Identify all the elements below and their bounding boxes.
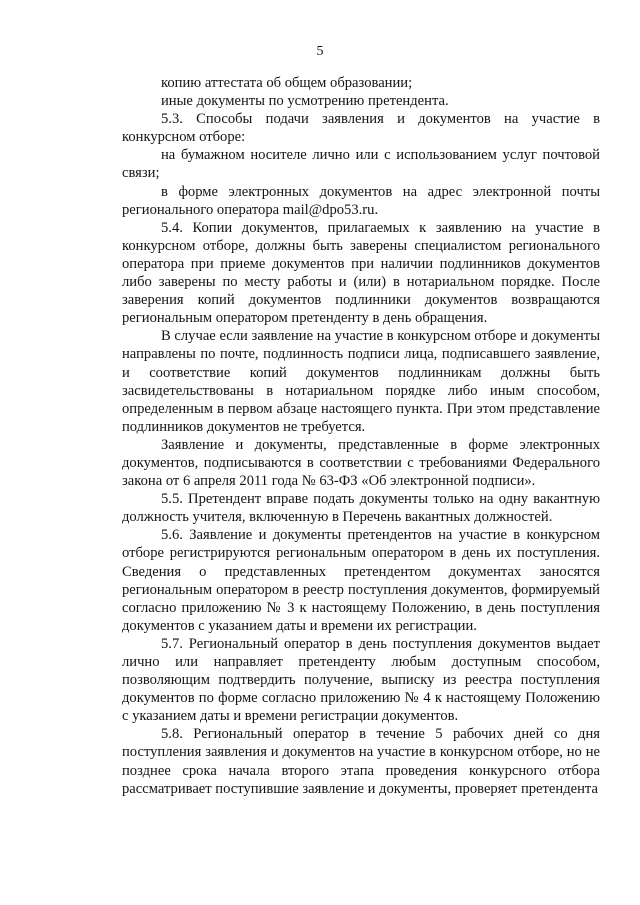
paragraph-5-4: 5.4. Копии документов, прилагаемых к заявлению на участие в конкурсном отборе, должны быть заверены специалистом регионального оператора при приеме документов при наличии подлинников документов либо заверены по месту работы и (или) в нотариальном порядке. После заверения копий документов подлинники документов возвращаются региональным оператором претенденту в день обращения. (122, 219, 600, 327)
paragraph-paper-submission: на бумажном носителе лично или с использованием услуг почтовой связи; (122, 147, 600, 182)
paragraph-mail-case: В случае если заявление на участие в конкурсном отборе и документы направлены по почте, подлинность подписи лица, подписавшего заявление, и соответствие копий документов подлинникам должны быть засвидетельствованы в нотариальном порядке либо иным способом, определенным в первом абзаце настоящего пункта. При этом представление подлинников документов не требуется. (122, 328, 600, 435)
paragraph-5-7: 5.7. Региональный оператор в день поступления документов выдает лично или направляет претенденту любым доступным способом, позволяющим подтвердить получение, выписку из реестра поступления документов по форме согласно приложению № 4 к настоящему Положению с указанием даты и времени регистрации документов. (122, 635, 600, 725)
paragraph-electronic-submission: в форме электронных документов на адрес электронной почты регионального оператора mail@dpo53.ru. (122, 183, 600, 218)
document-body (122, 74, 600, 798)
page-number: 5 (316, 44, 324, 59)
paragraph-5-6: 5.6. Заявление и документы претендентов на участие в конкурсном отборе регистрируются региональным оператором в день их поступления. Сведения о представленных претендентом документах заносятся региональным оператором в реестр поступления документов, формируемый согласно приложению № 3 к настоящему Положению, в день поступления документов с указанием даты и времени их регистрации. (122, 527, 600, 634)
paragraph-5-8: 5.8. Региональный оператор в течение 5 рабочих дней со дня поступления заявления и документов на участие в конкурсном отборе, но не позднее срока начала второго этапа проведения конкурсного отбора рассматривает поступившие заявление и документы, проверяет претендента (122, 726, 600, 797)
paragraph-electronic-signature: Заявление и документы, представленные в форме электронных документов, подписываются в соответствии с требованиями Федерального закона от 6 апреля 2011 года № 63-ФЗ «Об электронной подписи». (122, 436, 600, 490)
paragraph-5-5: 5.5. Претендент вправе подать документы только на одну вакантную должность учителя, включенную в Перечень вакантных должностей. (122, 491, 600, 526)
paragraph-other-documents: иные документы по усмотрению претендента. (161, 93, 449, 110)
paragraph-5-3: 5.3. Способы подачи заявления и документов на участие в конкурсном отборе: (122, 111, 600, 146)
paragraph-attestat: копию аттестата об общем образовании; (161, 75, 413, 91)
